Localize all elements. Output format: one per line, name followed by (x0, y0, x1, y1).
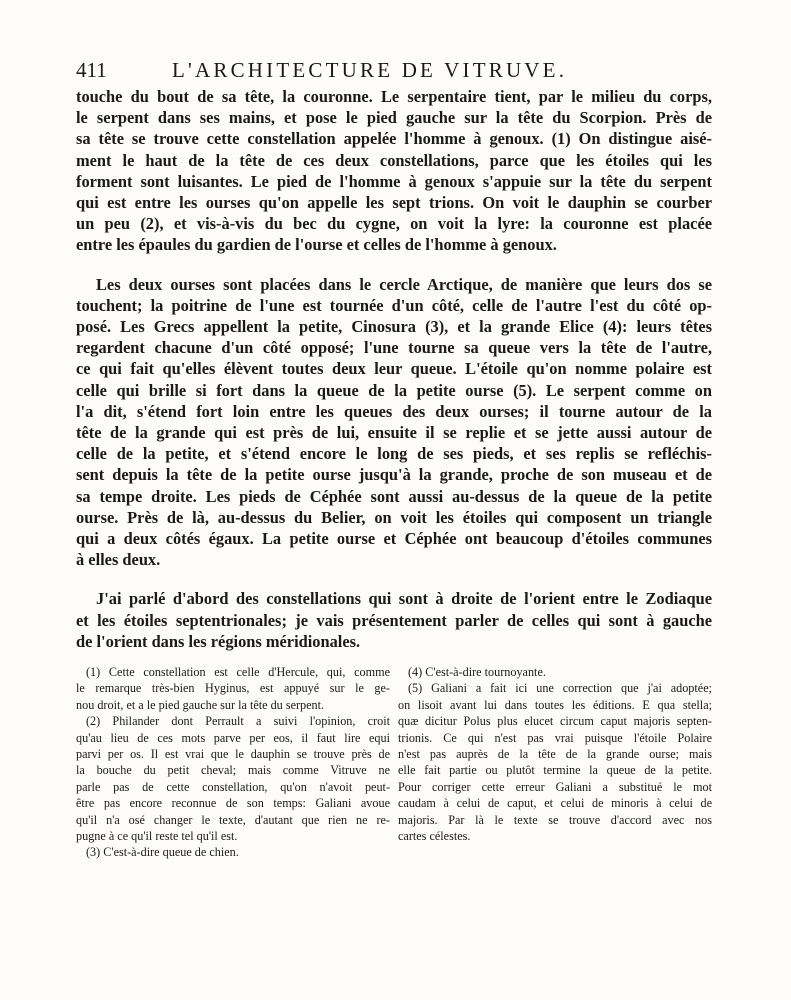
footnote-line: cartes célestes. (398, 829, 471, 844)
footnote-line: (1) Cette constellation est celle d'Hercule, qui, comme (86, 665, 390, 679)
text-line: sent depuis la tête de la petite ourse jusqu'à la grande, proche de son museau et de (76, 465, 712, 485)
text-line: touche du bout de sa tête, la couronne. Le serpentaire tient, par le milieu du corps, (76, 87, 712, 106)
paragraph-3 (76, 588, 712, 652)
paragraph-gap (76, 570, 712, 588)
text-line: forment sont luisantes. Le pied de l'homme à genoux s'appuie sur la tête du serpent (76, 171, 712, 191)
footnote-line: parle pas de cette constellation, qu'on n'avoit peut- (76, 779, 390, 794)
footnote-line: parvi per os. Il est vrai que le dauphin se trouve près de (76, 747, 390, 762)
text-line: touchent; la poitrine de l'une est tournée d'un côté, celle de l'autre l'est du côté op- (76, 295, 712, 315)
text-line: J'ai parlé d'abord des constellations qui sont à droite de l'orient entre le Zodiaque (96, 589, 712, 609)
running-title: L'ARCHITECTURE DE VITRUVE. (172, 58, 568, 82)
page-header (76, 52, 712, 86)
text-line: ourse. Près de là, au-dessus du Belier, on voit les étoiles qui composent un triangle (76, 507, 712, 527)
text-line: de l'orient dans les régions méridionales. (76, 631, 361, 651)
text-line: l'a dit, s'étend fort loin entre les queues des deux ourses; il tourne autour de la (76, 401, 712, 421)
paragraph-gap (76, 256, 712, 274)
footnote-line: être pas encore reconnue de son temps: Galiani avoue (76, 796, 390, 811)
footnote-line: n'est pas auprès de la tête de la grande ourse; mais (398, 747, 712, 762)
text-line: qui est entre les ourses qu'on appelle les sept trions. On voit le dauphin se courber (76, 193, 712, 213)
text-line: sa tempe droite. Les pieds de Céphée sont aussi au-dessus de la queue de la petite (76, 486, 712, 506)
text-line: Les deux ourses sont placées dans le cercle Arctique, de manière que leurs dos se (96, 274, 712, 294)
text-line: ce qui fait qu'elles élèvent toutes deux leur queue. L'étoile qu'on nomme polaire est (76, 359, 712, 379)
page-number: 411 (76, 58, 107, 82)
text-line: à elles deux. (76, 550, 161, 570)
footnotes-left-column (76, 664, 390, 861)
footnote-line: quæ dicitur Polus plus elucet circum caput majoris septen- (398, 714, 712, 729)
footnote-line: nou droit, et a le pied gauche sur la tête du serpent. (76, 697, 325, 712)
footnote-line: trionis. Ce qui n'est pas vrai puisque l'étoile Polaire (398, 730, 712, 745)
footnote-line: Pour corriger cette erreur Galiani a substitué le mot (398, 779, 712, 794)
footnotes (76, 664, 712, 861)
footnote-line: caudam à celui de caput, et celui de minoris à celui de (398, 796, 712, 811)
paragraph-1 (76, 86, 712, 256)
text-line: posé. Les Grecs appellent la petite, Cinosura (3), et la grande Elice (4): leurs têtes (76, 317, 712, 337)
text-line: tête de la grande qui est près de lui, ensuite il se replie et se jette aussi autour de (76, 423, 712, 443)
text-line: le serpent dans ses mains, et pose le pied gauche sur la tête du Scorpion. Près de (76, 108, 712, 128)
text-line: ment le haut de la tête de ces deux constellations, parce que les étoiles qui les (76, 150, 712, 170)
footnote-line: (3) C'est-à-dire queue de chien. (86, 845, 239, 860)
page (76, 52, 712, 652)
footnote-line: (2) Philander dont Perrault a suivi l'opinion, croit (86, 714, 390, 729)
text-line: sa tête se trouve cette constellation appelée l'homme à genoux. (1) On distingue aisé- (76, 129, 712, 149)
text-line: et les étoiles septentrionales; je vais présentement parler de celles qui sont à gauche (76, 610, 712, 630)
footnote-line: le remarque très-bien Hyginus, est appuyé sur le ge- (76, 681, 390, 696)
footnote-line: (5) Galiani a fait ici une correction que j'ai adoptée; (408, 681, 712, 696)
text-line: regardent chacune d'un côté opposé; l'une tourne sa queue vers la tête de l'autre, (76, 338, 712, 358)
main-text (76, 86, 712, 652)
footnote-line: qu'il n'a osé changer le texte, d'autant que rien ne re- (76, 812, 390, 827)
footnote-line: elle fait partie ou plutôt termine la queue de la petite. (398, 763, 712, 778)
text-line: celle qui brille si fort dans la queue de la petite ourse (5). Le serpent comme on (76, 380, 712, 400)
text-line: un peu (2), et vis-à-vis du bec du cygne, on voit la lyre: la couronne est placée (76, 214, 712, 234)
text-line: celle de la petite, et s'étend encore le long de ses pieds, et ses replis se refléchis- (76, 444, 712, 464)
footnote-line: on lisoit avant lui dans toutes les éditions. E qua stella; (398, 697, 712, 712)
footnotes-right-column (398, 664, 712, 861)
footnote-line: la bouche du petit cheval; mais comme Vitruve ne (76, 763, 390, 778)
footnote-line: qu'au lieu de ces mots parve per eos, il faut lire equi (76, 730, 390, 745)
footnote-line: majoris. Par là le texte se trouve d'accord avec nos (398, 812, 712, 827)
text-line: entre les épaules du gardien de l'ourse et celles de l'homme à genoux. (76, 235, 557, 255)
footnote-line: (4) C'est-à-dire tournoyante. (408, 665, 546, 679)
text-line: qui a deux côtés égaux. La petite ourse et Céphée ont beaucoup d'étoiles communes (76, 529, 712, 549)
footnote-line: pugne à ce qu'il reste tel qu'il est. (76, 829, 238, 844)
paragraph-2 (76, 274, 712, 571)
